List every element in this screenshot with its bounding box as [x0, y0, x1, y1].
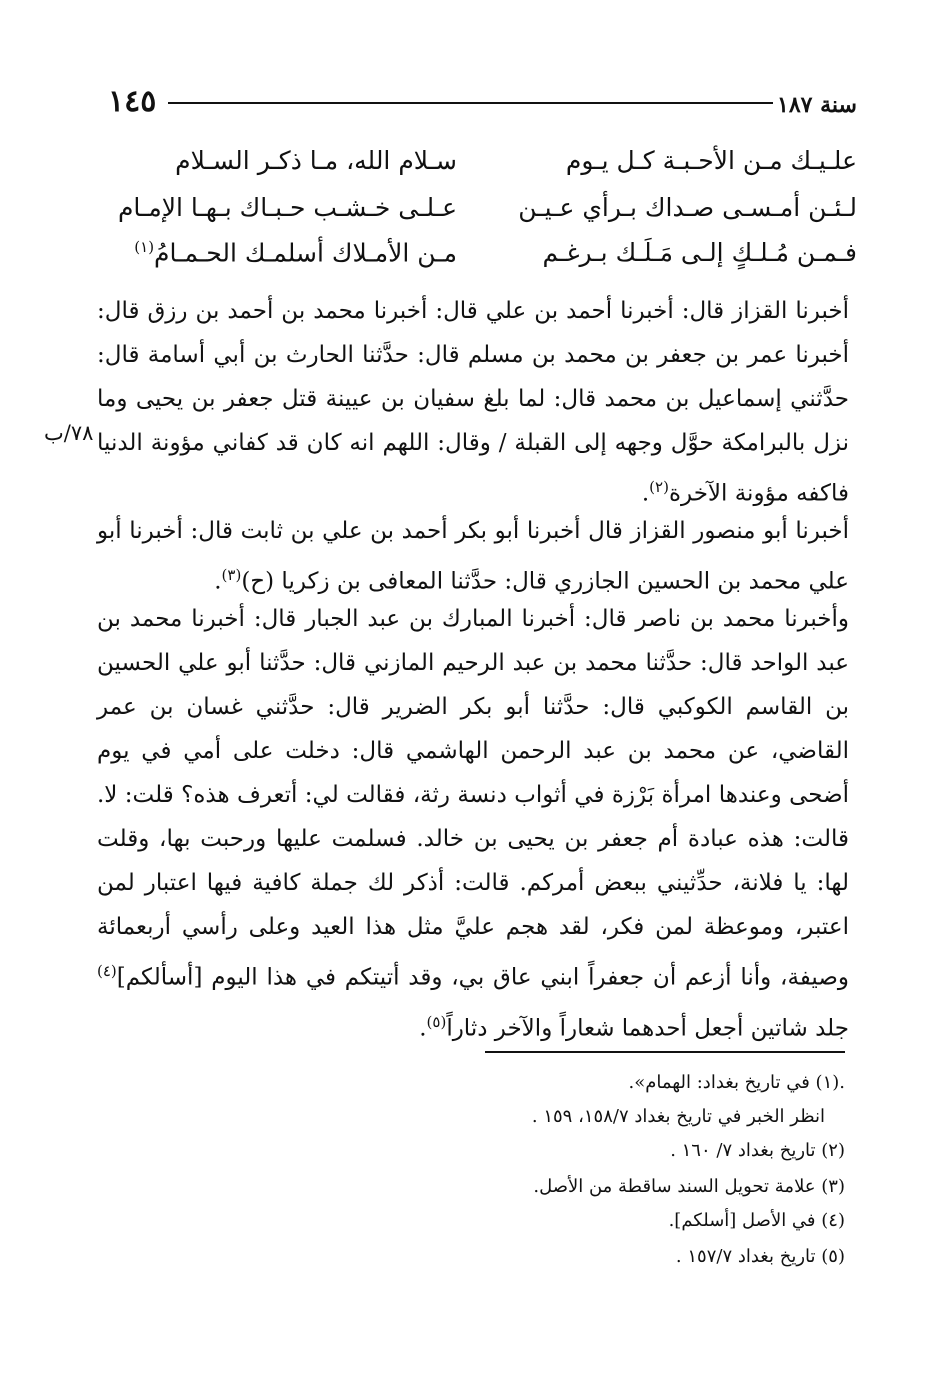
- paragraph-3-end: .: [419, 1015, 427, 1042]
- paragraph-1: [97, 289, 849, 516]
- verse-2-second-hemistich: عـلـى خـشـب حـبـاك بـهـا الإمـام: [117, 193, 457, 222]
- footnote-1: .(١) في تاريخ بغداد: الهمام».: [628, 1072, 845, 1093]
- running-head-year: سنة ١٨٧: [777, 92, 857, 118]
- footnote-1-continued: انظر الخبر في تاريخ بغداد ١٥٨/٧، ١٥٩ .: [531, 1106, 825, 1127]
- paragraph-3-text-cont: جلد شاتين أجعل أحدهما شعاراً والآخر دثاراً: [446, 1015, 849, 1042]
- page-number: ١٤٥: [108, 84, 157, 119]
- footnote-ref-3: (٣): [221, 566, 242, 584]
- footnote-3: (٣) علامة تحويل السند ساقطة من الأصل.: [533, 1176, 845, 1197]
- verse-3-text: مـن الأمـلاك أسلمـك الحـمـامُ: [154, 238, 457, 268]
- header-rule: [168, 102, 773, 104]
- paragraph-3-text: وأخبرنا محمد بن ناصر قال: أخبرنا المبارك بن عبد الجبار قال: أخبرنا محمد بن عبد الواحد قال: حدَّثنا محمد بن عبد الرحيم المازني قال: حدَّثنا أبو علي الحسين بن القاسم الكوكبي قال: حدَّثنا أبو بكر الضرير قال: حدَّثني غسان بن عمر القاضي، عن محمد بن عبد الرحمن الهاشمي قال: دخلت على أمي في يوم أضحى وعندها امرأة بَرْزة في أثواب دنسة رثة، فقالت لي: أتعرف هذه؟ قلت: لا. قالت: هذه عبادة أم جعفر بن يحيى بن خالد. فسلمت عليها ورحبت بها، وقلت لها: يا فلانة، حدِّثيني ببعض أمركم. قالت: أذكر لك جملة كافية فيها اعتبار لمن اعتبر، وموعظة لمن فكر، لقد هجم عليَّ مثل هذا العيد وعلى رأسي أربعمائة وصيفة، وأنا أزعم أن جعفراً ابني عاق بي، وقد أتيتكم في هذا اليوم [أسألكم]: [97, 606, 849, 991]
- paragraph-2: [97, 509, 849, 604]
- verse-3-second-hemistich: [134, 238, 457, 267]
- footnote-2: (٢) تاريخ بغداد ٧/ ١٦٠ .: [670, 1140, 845, 1161]
- paragraph-3: [97, 597, 849, 1050]
- footnote-ref-4: (٤): [97, 962, 117, 980]
- footnote-ref-2: (٢): [649, 478, 669, 496]
- footnote-ref-1: (١): [134, 238, 155, 256]
- paragraph-2-text: أخبرنا أبو منصور القزاز قال أخبرنا أبو بكر أحمد بن علي بن ثابت قال: أخبرنا أبو علي محمد بن الحسين الجازري قال: حدَّثنا المعافى بن زكريا (ح): [97, 518, 849, 595]
- footnote-5: (٥) تاريخ بغداد ١٥٧/٧ .: [675, 1246, 845, 1267]
- verse-1-second-hemistich: سـلام الله، مـا ذكـر السـلام: [175, 146, 457, 175]
- paragraph-1-text: أخبرنا القزاز قال: أخبرنا أحمد بن علي قال: أخبرنا محمد بن أحمد بن رزق قال: أخبرنا عمر بن جعفر بن محمد بن مسلم قال: حدَّثنا الحارث بن أبي أسامة قال: حدَّثني إسماعيل بن محمد قال: لما بلغ سفيان بن عيينة قتل جعفر بن يحيى وما نزل بالبرامكة حوَّل وجهه إلى القبلة / وقال: اللهم انه كان قد كفاني مؤونة الدنيا فاكفه مؤونة الآخرة: [97, 298, 849, 507]
- verse-3-first-hemistich: فـمـن مُـلـكٍ إلـى مَـلَـك بـرغـم: [542, 238, 857, 267]
- footnote-4: (٤) في الأصل [أسلكم].: [668, 1210, 845, 1231]
- paragraph-1-end: .: [641, 480, 650, 507]
- paragraph-2-end: .: [214, 568, 222, 595]
- verse-2-first-hemistich: لـئـن أمـسـى صـداك بـرأي عـيـن: [518, 193, 857, 222]
- footnote-ref-5: (٥): [426, 1012, 447, 1031]
- manuscript-folio-marker: ٧٨/ب: [44, 421, 94, 445]
- verse-1-first-hemistich: علـيـك مـن الأحـبـة كـل يـوم: [565, 146, 857, 175]
- footnote-rule: [485, 1051, 845, 1053]
